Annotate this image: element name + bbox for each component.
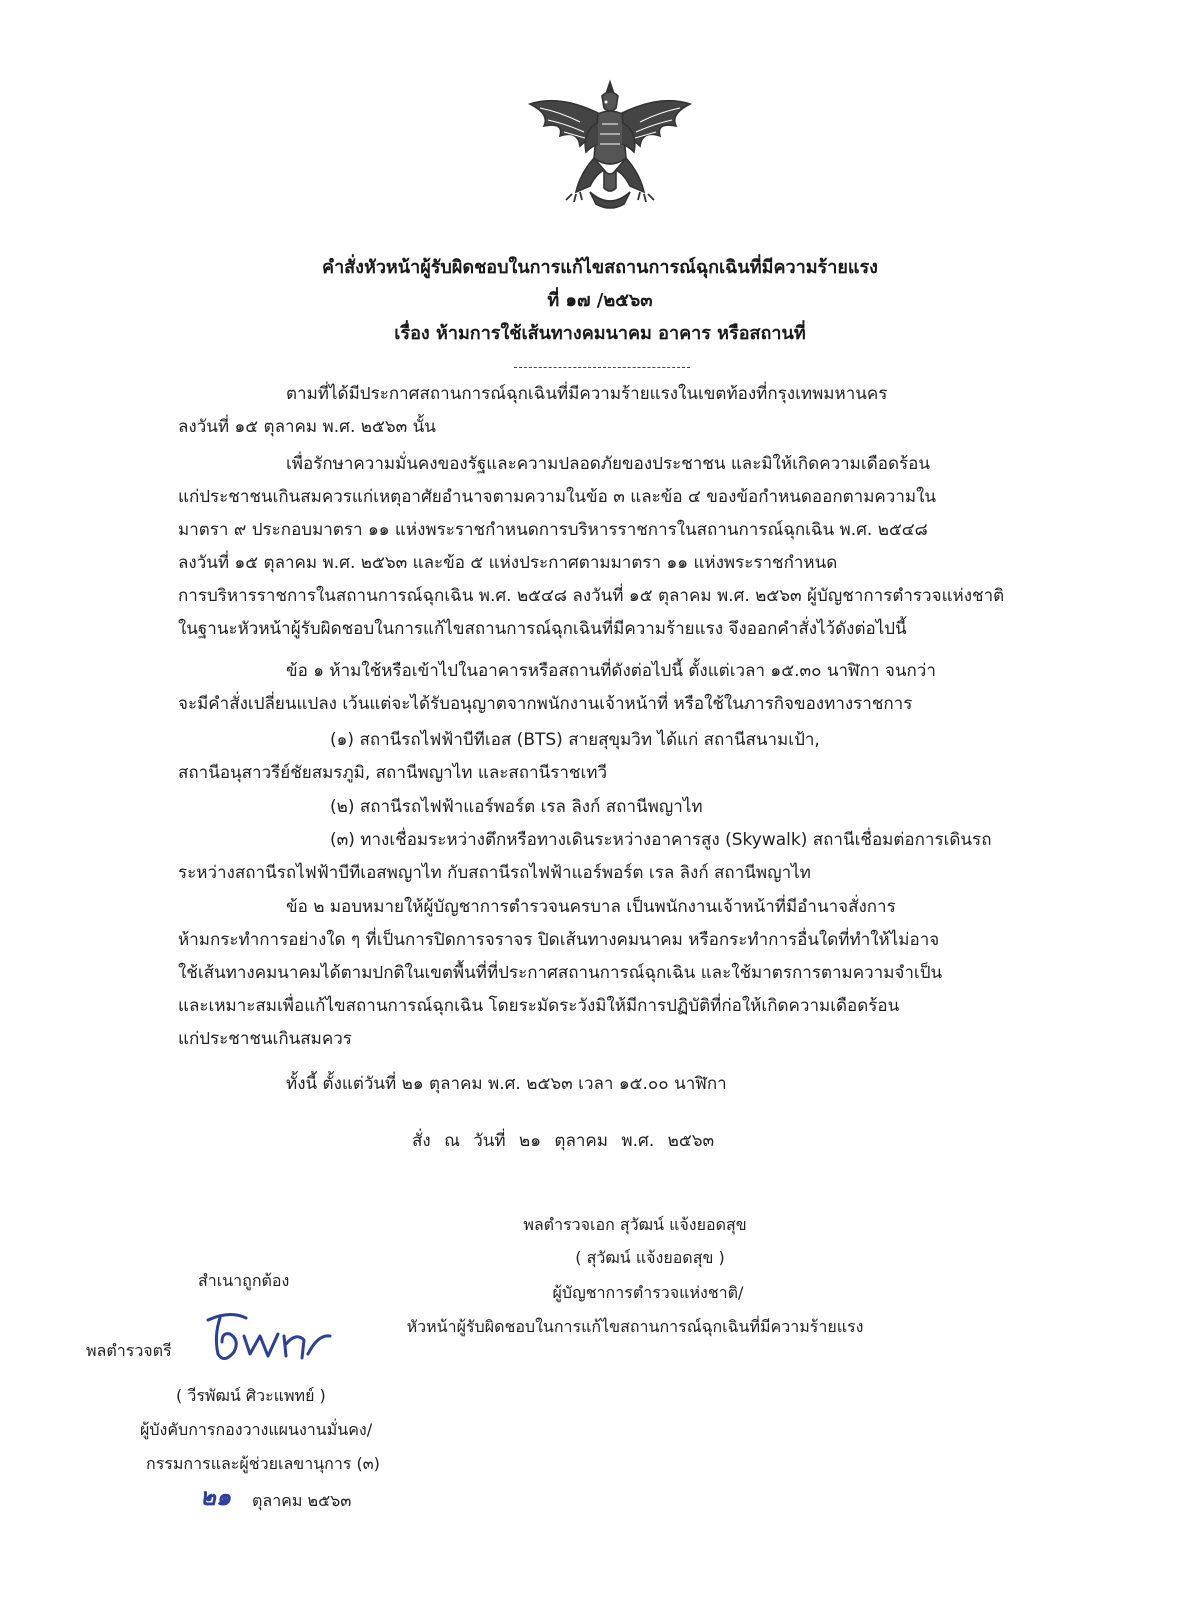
clause-2-line: แก่ประชาชนเกินสมควร: [178, 1029, 352, 1049]
certified-copy-label: สำเนาถูกต้อง: [198, 1271, 290, 1290]
certifier-rank: พลตำรวจตรี: [86, 1341, 172, 1360]
item-1-line: (๑) สถานีรถไฟฟ้าบีทีเอส (BTS) สายสุขุมวิท ได้แก่ สถานีสนามเป้า,: [330, 730, 820, 750]
clause-2-line: ข้อ ๒ มอบหมายให้ผู้บัญชาการตำรวจนครบาล เป็นพนักงานเจ้าหน้าที่มีอำนาจสั่งการ: [286, 897, 896, 917]
order-date-line: สั่ง ณ วันที่ ๒๑ ตุลาคม พ.ศ. ๒๕๖๓: [412, 1131, 715, 1151]
body-line: ลงวันที่ ๑๕ ตุลาคม พ.ศ. ๒๕๖๓ และข้อ ๕ แห่งประกาศตามมาตรา ๑๑ แห่งพระราชกำหนด: [178, 553, 838, 573]
body-line: ตามที่ได้มีประกาศสถานการณ์ฉุกเฉินที่มีความร้ายแรงในเขตท้องที่กรุงเทพมหานคร: [286, 384, 888, 404]
signatory-position: หัวหน้าผู้รับผิดชอบในการแก้ไขสถานการณ์ฉุกเฉินที่มีความร้ายแรง: [406, 1317, 864, 1336]
garuda-emblem-icon: [520, 74, 700, 214]
clause-2-line: ห้ามกระทำการอย่างใด ๆ ที่เป็นการปิดการจราจร ปิดเส้นทางคมนาคม หรือกระทำการอื่นใดที่ทำให้ไม่อาจ: [178, 930, 940, 950]
handwritten-day: ๒๑: [200, 1483, 232, 1511]
body-line: แก่ประชาชนเกินสมควรแก่เหตุอาศัยอำนาจตามความในข้อ ๓ และข้อ ๔ ของข้อกำหนดออกตามความใน: [178, 487, 937, 507]
certifier-position: กรรมการและผู้ช่วยเลขานุการ (๓): [146, 1454, 380, 1473]
certifier-name: ( วีรพัฒน์ ศิวะแพทย์ ): [176, 1386, 326, 1405]
item-3-line: (๓) ทางเชื่อมระหว่างตึกหรือทางเดินระหว่างอาคารสูง (Skywalk) สถานีเชื่อมต่อการเดินรถ: [330, 830, 992, 850]
certifier-position: ผู้บังคับการกองวางแผนงานมั่นคง/: [140, 1420, 373, 1439]
body-line: เพื่อรักษาความมั่นคงของรัฐและความปลอดภัยของประชาชน และมิให้เกิดความเดือดร้อน: [286, 454, 930, 474]
body-line: การบริหารราชการในสถานการณ์ฉุกเฉิน พ.ศ. ๒๕๔๘ ลงวันที่ ๑๕ ตุลาคม พ.ศ. ๒๕๖๓ ผู้บัญชาการตำรวจแห่งชาติ: [178, 586, 1005, 606]
body-line: ลงวันที่ ๑๕ ตุลาคม พ.ศ. ๒๕๖๓ นั้น: [178, 417, 436, 437]
clause-2-line: ใช้เส้นทางคมนาคมได้ตามปกติในเขตพื้นที่ที่ประกาศสถานการณ์ฉุกเฉิน และใช้มาตรการตามความจำเป็น: [178, 963, 943, 983]
document-title: คำสั่งหัวหน้าผู้รับผิดชอบในการแก้ไขสถานการณ์ฉุกเฉินที่มีความร้ายแรง: [322, 257, 878, 278]
signatory-position: ผู้บัญชาการตำรวจแห่งชาติ/: [552, 1283, 744, 1302]
body-line: มาตรา ๙ ประกอบมาตรา ๑๑ แห่งพระราชกำหนดการบริหารราชการในสถานการณ์ฉุกเฉิน พ.ศ. ๒๕๔๘: [178, 520, 928, 540]
item-1-line: สถานีอนุสาวรีย์ชัยสมรภูมิ, สถานีพญาไท และสถานีราชเทวี: [178, 763, 608, 783]
item-2-line: (๒) สถานีรถไฟฟ้าแอร์พอร์ต เรล ลิงก์ สถานีพญาไท: [330, 797, 703, 817]
header-divider: [514, 367, 690, 368]
clause-1-line: จะมีคำสั่งเปลี่ยนแปลง เว้นแต่จะได้รับอนุญาตจากพนักงานเจ้าหน้าที่ หรือใช้ในภารกิจของทางราชการ: [178, 694, 913, 714]
clause-2-line: และเหมาะสมเพื่อแก้ไขสถานการณ์ฉุกเฉิน โดยระมัดระวังมิให้มีการปฏิบัติที่ก่อให้เกิดความเดือดร้อน: [178, 996, 900, 1016]
certified-date: ตุลาคม ๒๕๖๓: [252, 1491, 352, 1510]
effective-date-line: ทั้งนี้ ตั้งแต่วันที่ ๒๑ ตุลาคม พ.ศ. ๒๕๖๓ เวลา ๑๕.๐๐ นาฬิกา: [286, 1074, 727, 1094]
order-number: ที่ ๑๗ /๒๕๖๓: [547, 290, 653, 311]
signatory-name: ( สุวัฒน์ แจ้งยอดสุข ): [575, 1248, 725, 1267]
handwritten-signature: [200, 1306, 340, 1366]
body-line: ในฐานะหัวหน้าผู้รับผิดชอบในการแก้ไขสถานการณ์ฉุกเฉินที่มีความร้ายแรง จึงออกคำสั่งไว้ดังต่อไปนี้: [178, 619, 907, 639]
signatory-rank-name: พลตำรวจเอก สุวัฒน์ แจ้งยอดสุข: [523, 1215, 747, 1234]
clause-1-line: ข้อ ๑ ห้ามใช้หรือเข้าไปในอาคารหรือสถานที่ดังต่อไปนี้ ตั้งแต่เวลา ๑๕.๓๐ นาฬิกา จนกว่า: [286, 661, 936, 681]
subject-line: เรื่อง ห้ามการใช้เส้นทางคมนาคม อาคาร หรือสถานที่: [394, 323, 806, 344]
item-3-line: ระหว่างสถานีรถไฟฟ้าบีทีเอสพญาไท กับสถานีรถไฟฟ้าแอร์พอร์ต เรล ลิงก์ สถานีพญาไท: [178, 863, 811, 883]
